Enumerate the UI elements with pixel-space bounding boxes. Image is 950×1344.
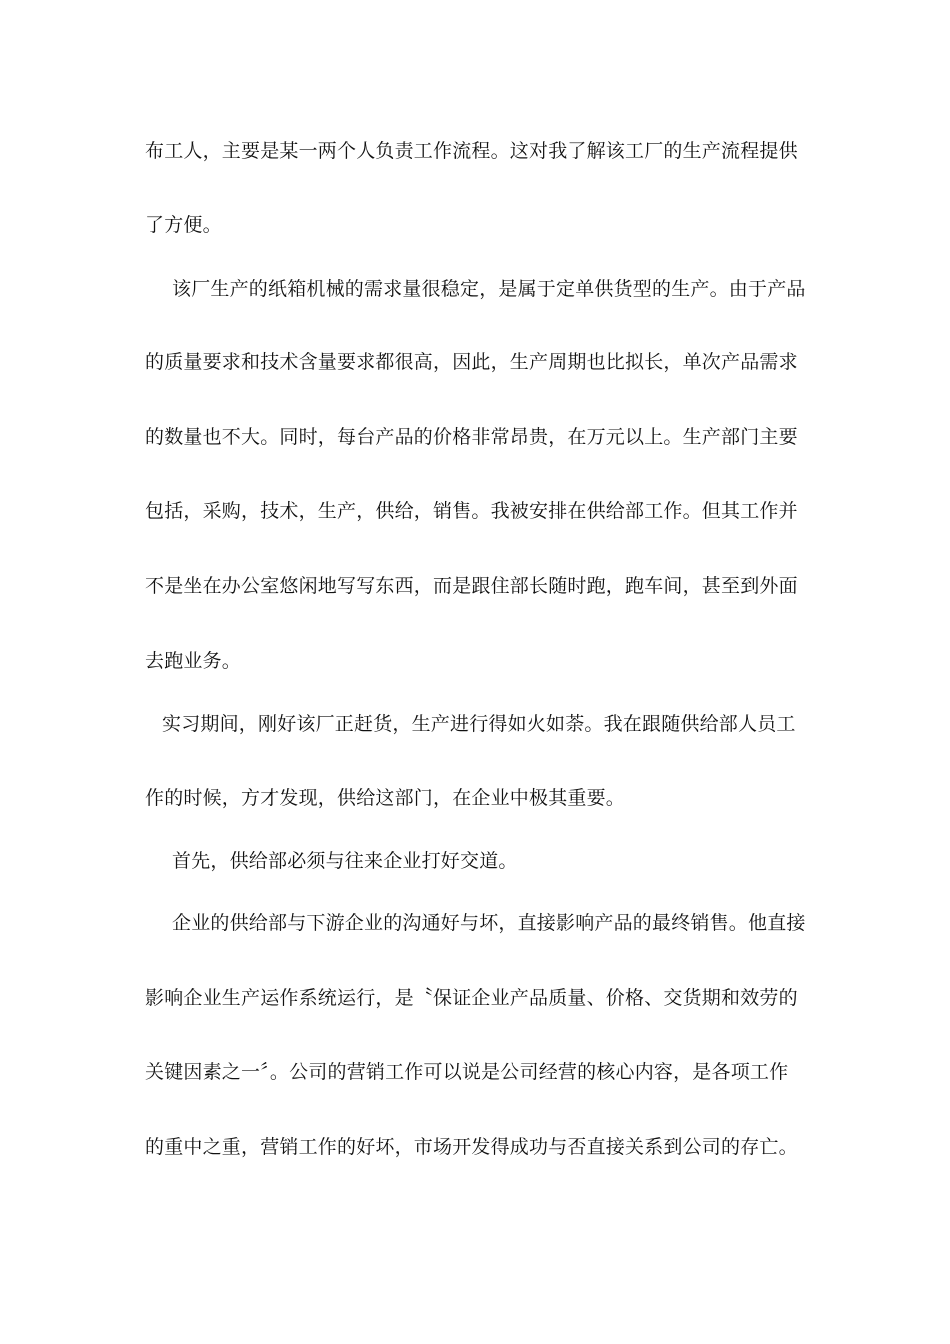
- paragraph-line: 不是坐在办公室悠闲地写写东西，而是跟住部长随时跑，跑车间，甚至到外面: [145, 575, 798, 597]
- paragraph-line: 了方便。: [145, 214, 222, 236]
- paragraph-line: 企业的供给部与下游企业的沟通好与坏，直接影响产品的最终销售。他直接: [172, 912, 806, 934]
- paragraph-line: 的重中之重，营销工作的好坏，市场开发得成功与否直接关系到公司的存亡。: [145, 1136, 798, 1158]
- paragraph-line: 作的时候，方才发现，供给这部门，在企业中极其重要。: [145, 787, 626, 809]
- paragraph-line: 首先，供给部必须与往来企业打好交道。: [172, 850, 518, 872]
- paragraph-line: 关键因素之一〞。公司的营销工作可以说是公司经营的核心内容，是各项工作: [145, 1061, 789, 1083]
- paragraph-line: 的数量也不大。同时，每台产品的价格非常昂贵，在万元以上。生产部门主要: [145, 426, 798, 448]
- paragraph-line: 影响企业生产运作系统运行，是〝保证企业产品质量、价格、交货期和效劳的: [145, 987, 798, 1009]
- paragraph-line: 包括，采购，技术，生产，供给，销售。我被安排在供给部工作。但其工作并: [145, 500, 798, 522]
- paragraph-line: 去跑业务。: [145, 650, 242, 672]
- paragraph-line: 的质量要求和技术含量要求都很高，因此，生产周期也比拟长，单次产品需求: [145, 351, 798, 373]
- paragraph-line: 布工人，主要是某一两个人负责工作流程。这对我了解该工厂的生产流程提供: [145, 140, 798, 162]
- paragraph-line: 该厂生产的纸箱机械的需求量很稳定，是属于定单供货型的生产。由于产品: [172, 278, 806, 300]
- paragraph-line: 实习期间，刚好该厂正赶货，生产进行得如火如荼。我在跟随供给部人员工: [162, 713, 796, 735]
